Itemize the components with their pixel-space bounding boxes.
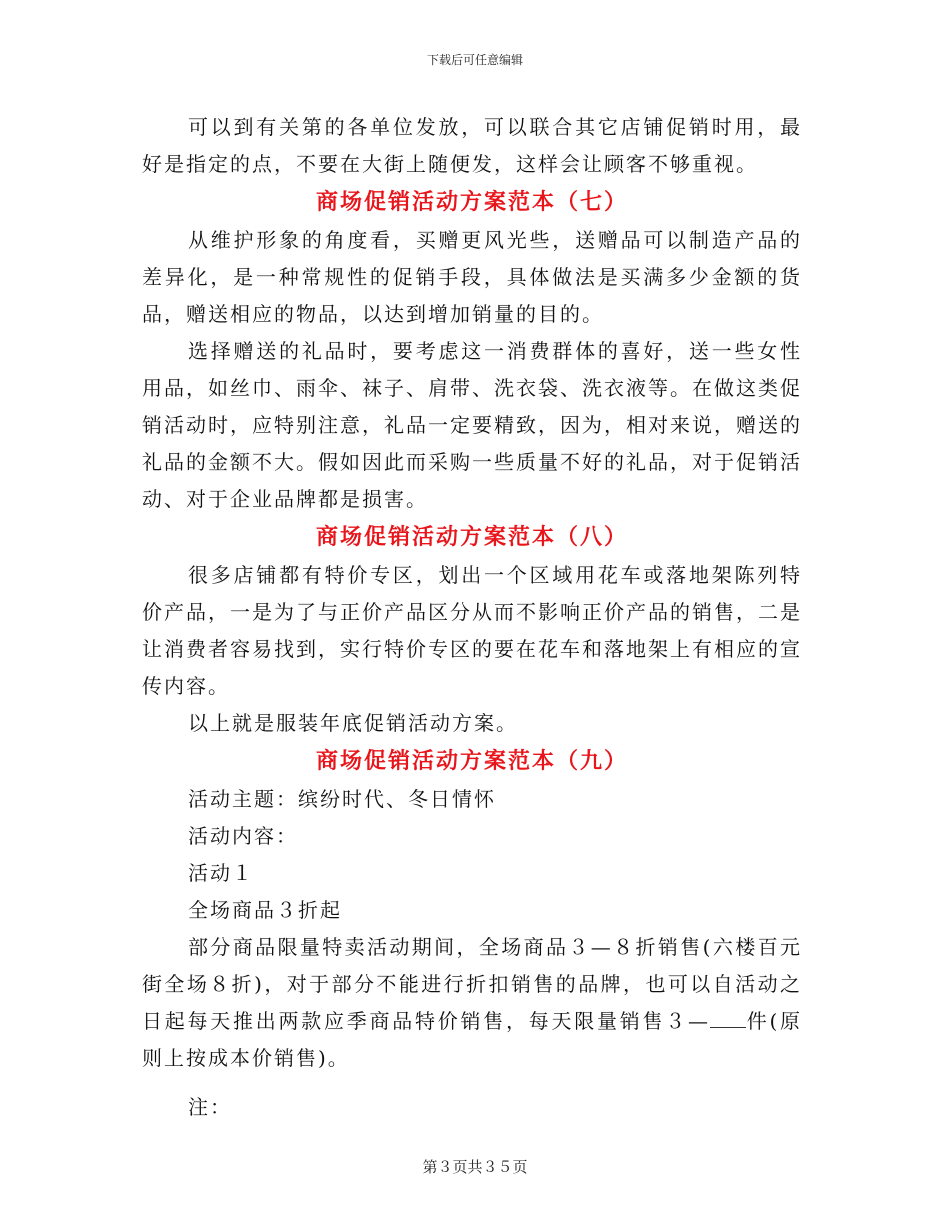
paragraph-activity-theme: 活动主题：缤纷时代、冬日情怀 <box>188 787 496 811</box>
fill-in-blank <box>710 1013 746 1028</box>
section-title-7: 商场促销活动方案范本（七） <box>315 189 628 215</box>
paragraph-activity-1: 活动１ <box>188 861 254 885</box>
document-body <box>142 109 802 1126</box>
paragraph-gift-purchase: 从维护形象的角度看，买赠更风光些，送赠品可以制造产品的差异化，是一种常规性的促销手段，具体做法是买满多少金额的货品，赠送相应的物品，以达到增加销量的目的。 <box>142 228 802 326</box>
paragraph-limited-sale <box>142 929 802 1077</box>
paragraph-note: 注： <box>188 1095 232 1119</box>
paragraph-activity-content: 活动内容： <box>188 824 298 848</box>
section-title-8: 商场促销活动方案范本（八） <box>315 524 628 550</box>
paragraph-discount: 全场商品３折起 <box>188 898 342 922</box>
paragraph-summary: 以上就是服装年底促销活动方案。 <box>188 711 518 735</box>
limited-sale-text-a: 部分商品限量特卖活动期间，全场商品３—８折销售(六楼百元街全场８折)，对于部分不能进行折扣销售的品牌，也可以自活动之日起每天推出两款应季商品特价销售，每天限量销售３— <box>142 935 802 1033</box>
paragraph-distribution: 可以到有关第的各单位发放，可以联合其它店铺促销时用，最好是指定的点，不要在大街上随便发，这样会让顾客不够重视。 <box>142 115 802 176</box>
section-title-9: 商场促销活动方案范本（九） <box>315 748 628 774</box>
paragraph-special-zone: 很多店铺都有特价专区，划出一个区域用花车或落地架陈列特价产品，一是为了与正价产品区分从而不影响正价产品的销售，二是让消费者容易找到，实行特价专区的要在花车和落地架上有相应的宣传内容。 <box>142 563 802 698</box>
limited-sale-text-b: 件(原则上按成本价销售)。 <box>142 1009 802 1070</box>
paragraph-gift-selection: 选择赠送的礼品时，要考虑这一消费群体的喜好，送一些女性用品，如丝巾、雨伞、袜子、肩带、洗衣袋、洗衣液等。在做这类促销活动时，应特别注意，礼品一定要精致，因为，相对来说，赠送的礼品的金额不大。假如因此而采购一些质量不好的礼品，对于促销活动、对于企业品牌都是损害。 <box>142 339 802 511</box>
page-header: 下载后可任意编辑 <box>426 53 523 67</box>
page-footer: 第３页共３５页 <box>422 1158 528 1176</box>
